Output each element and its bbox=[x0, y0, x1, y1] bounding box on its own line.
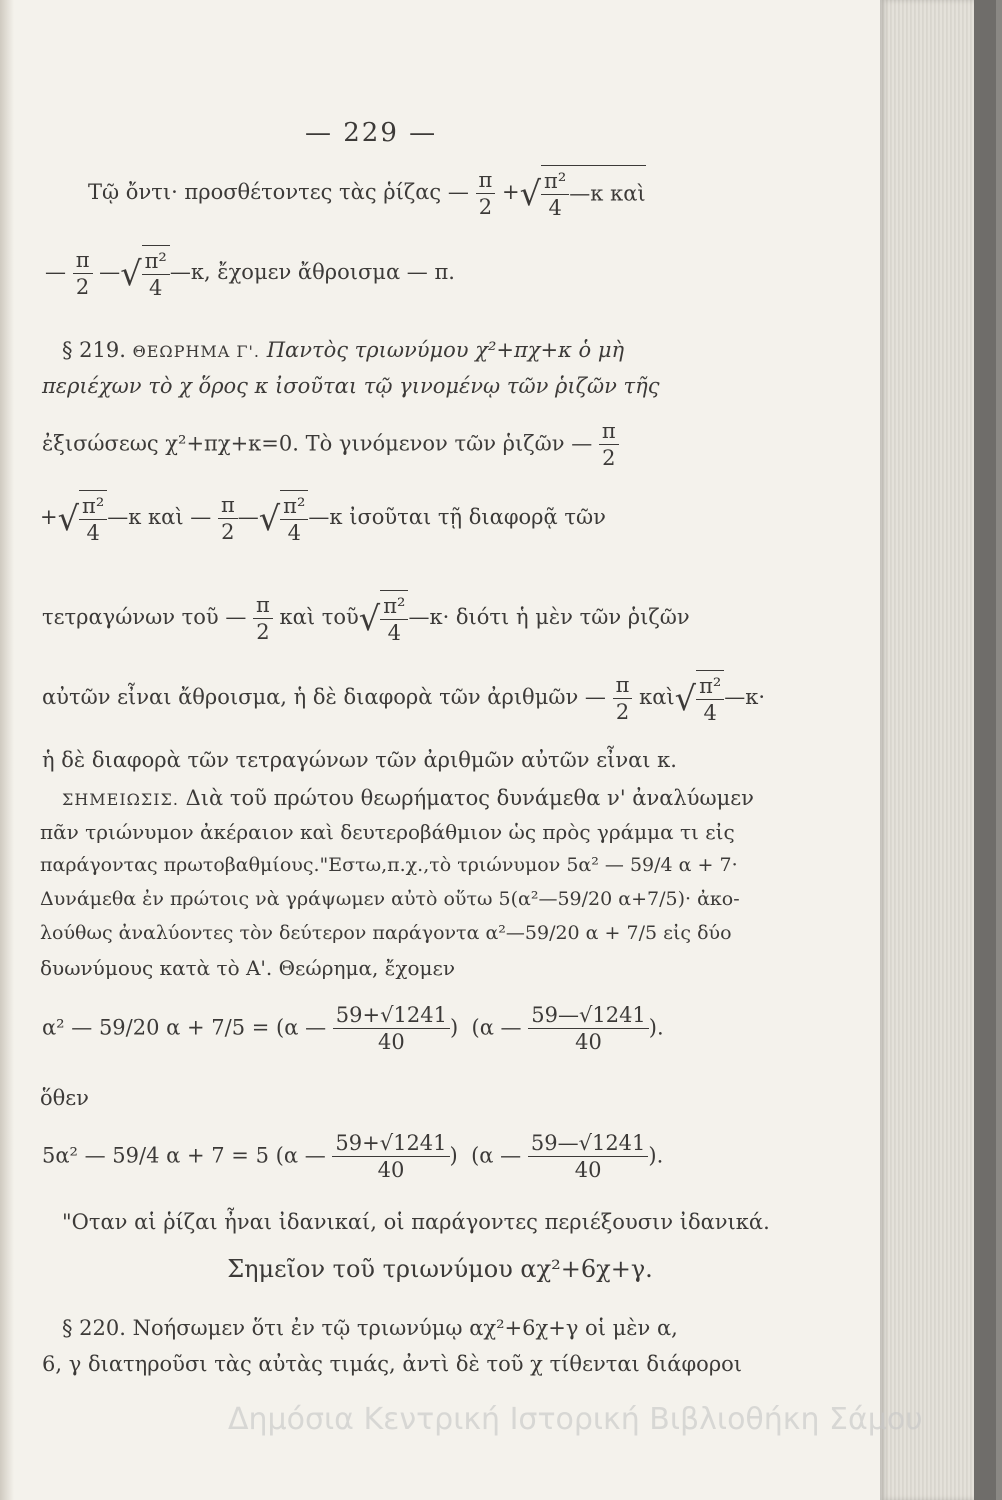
page-edges bbox=[880, 0, 980, 1500]
text-line-1: Τῷ ὄντι· προσθέτοντες τὰς ῥίζας — $\frac{\pi}{2}$ +√ $\frac{\text{π²}}{4}$ —κ καὶ bbox=[88, 165, 646, 222]
section-220-line-1: § 220. Νοήσωμεν ὅτι ἐν τῷ τριωνύμῳ αχ²+6χ+γ οἱ μὲν α, bbox=[62, 1316, 678, 1340]
equation-2: 5α² — 59/4 α + 7 = 5 (α — $\frac{59+√1241}{40}$ ) (α — $\frac{59—√1241}{40}$ ). bbox=[42, 1131, 664, 1183]
hothen-word: ὅθεν bbox=[40, 1086, 89, 1110]
library-watermark: Δημόσια Κεντρική Ιστορική Βιβλιοθήκη Σάμου bbox=[228, 1402, 923, 1437]
section-heading: Σημεῖον τοῦ τριωνύμου αχ²+6χ+γ. bbox=[227, 1255, 653, 1283]
sqrt-icon: √ bbox=[120, 253, 142, 293]
notes-line-2: πᾶν τριώνυμον ἀκέραιον καὶ δευτεροβάθμιον ὡς πρὸς γράμμα τι εἰς bbox=[40, 820, 735, 844]
sqrt-icon: √ bbox=[519, 173, 542, 213]
section-219-line-3: ἐξισώσεως χ²+πχ+κ=0. Τὸ γινόμενον τῶν ῥιζῶν — $\frac{\pi}{2}$ bbox=[42, 418, 619, 472]
line1-text: Τῷ ὄντι· προσθέτοντες τὰς ῥίζας — bbox=[88, 179, 469, 204]
section-219-line-7: ἡ δὲ διαφορὰ τῶν τετραγώνων τῶν ἀριθμῶν αὐτῶν εἶναι κ. bbox=[42, 748, 677, 772]
pi-over-2: $\frac{\pi}{2}$ bbox=[476, 167, 496, 221]
section-219-line-5: τετραγώνων τοῦ — $\frac{\pi}{2}$ καὶ τοῦ√ $\frac{\text{π²}}{4}$ —κ· διότι ἡ μὲν τῶν ῥιζῶν bbox=[42, 590, 690, 647]
section-219-line-1: § 219. ΘΕΩΡΗΜΑ Γ'. Παντὸς τριωνύμου χ²+πχ+κ ὁ μὴ bbox=[62, 338, 625, 362]
notes-line-5: λούθως ἀναλύοντες τὸν δεύτερον παράγοντα α²—59/20 α + 7/5 εἰς δύο bbox=[40, 922, 732, 944]
section-219-line-2: περιέχων τὸ χ ὅρος κ ἰσοῦται τῷ γινομένῳ τῶν ῥιζῶν τῆς bbox=[42, 374, 660, 398]
section-220-line-2: 6, γ διατηροῦσι τὰς αὐτὰς τιμάς, ἀντὶ δὲ τοῦ χ τίθενται διάφοροι bbox=[42, 1352, 743, 1376]
pi2-over-4: $\frac{\text{π²}}{4}$ bbox=[541, 168, 569, 222]
notes-line-4: Δυνάμεθα ἐν πρώτοις νὰ γράψωμεν αὐτὸ οὕτω 5(α²—59/20 α+7/5)· ἀκο- bbox=[40, 888, 740, 910]
section-219-line-6: αὐτῶν εἶναι ἄθροισμα, ἡ δὲ διαφορὰ τῶν ἀριθμῶν — $\frac{\pi}{2}$ καὶ√ $\frac{\text{π²}}{4}$ —κ· bbox=[42, 670, 765, 727]
section-219-line-4: +√ $\frac{\text{π²}}{4}$ —κ καὶ — $\frac{\pi}{2}$ —√ $\frac{\text{π²}}{4}$ —κ ἰσοῦται τῇ διαφορᾷ τῶν bbox=[40, 490, 606, 547]
page-number: — 229 — bbox=[305, 118, 438, 148]
notes-line-6: δυωνύμους κατὰ τὸ Α'. Θεώρημα, ἔχομεν bbox=[40, 956, 456, 980]
notes-line-3: παράγοντας πρωτοβαθμίους."Εστω,π.χ.,τὸ τριώνυμον 5α² — 59/4 α + 7· bbox=[40, 854, 738, 876]
text-line-2: — $\frac{\pi}{2}$ —√ $\frac{\text{π²}}{4}$ —κ, ἔχομεν ἄθροισμα — π. bbox=[45, 245, 455, 302]
imaginary-roots-note: "Οταν αἱ ῥίζαι ἦναι ἰδανικαί, οἱ παράγοντες περιέξουσιν ἰδανικά. bbox=[62, 1210, 770, 1234]
equation-1: α² — 59/20 α + 7/5 = (α — $\frac{59+√1241}{40}$ ) (α — $\frac{59—√1241}{40}$ ). bbox=[42, 1003, 664, 1055]
notes-line-1: ΣΗΜΕΙΩΣΙΣ. Διὰ τοῦ πρώτου θεωρήματος δυνάμεθα ν' ἀναλύωμεν bbox=[62, 786, 754, 810]
